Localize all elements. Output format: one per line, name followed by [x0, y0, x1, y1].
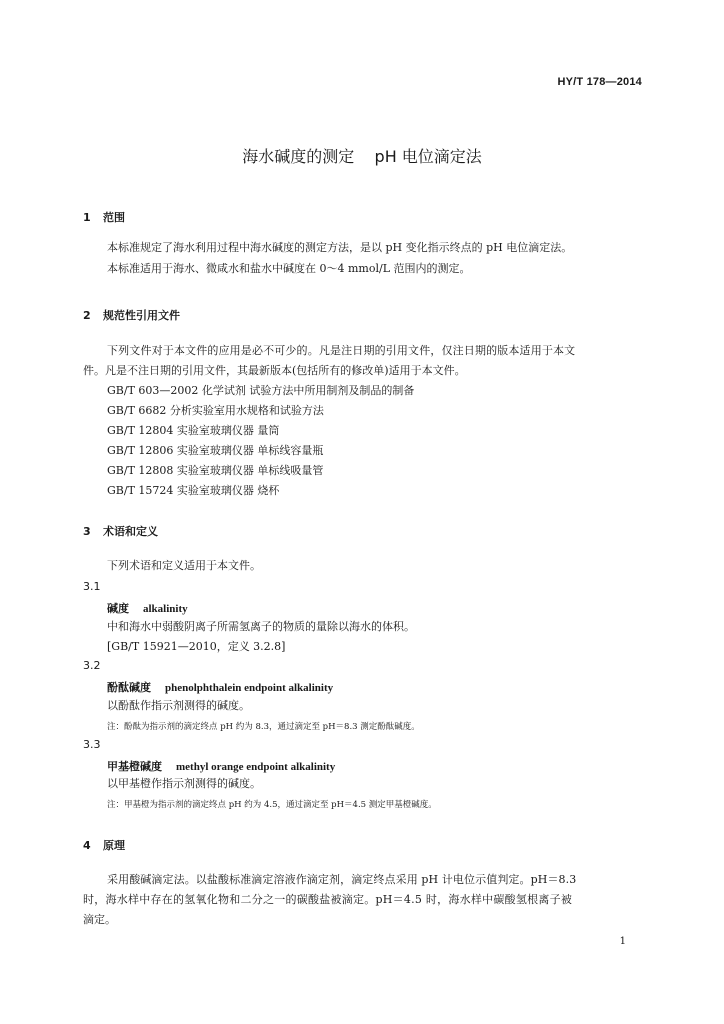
term-source: [GB/T 15921—2010，定义 3.2.8] — [107, 640, 286, 653]
term-number: 3.1 — [83, 580, 101, 593]
reference-item: GB/T 15724 实验室玻璃仪器 烧杯 — [107, 484, 280, 497]
paragraph-line: 滴定。 — [83, 913, 116, 926]
section-number: 2 — [83, 309, 91, 322]
paragraph-line: 本标准规定了海水利用过程中海水碱度的测定方法，是以 pH 变化指示终点的 pH 电位滴定法。 — [107, 241, 573, 254]
term-number: 3.3 — [83, 738, 101, 751]
term-note: 注：甲基橙为指示剂的滴定终点 pH 约为 4.5，通过滴定至 pH＝4.5 测定甲基橙碱度。 — [107, 800, 437, 810]
reference-item: GB/T 6682 分析实验室用水规格和试验方法 — [107, 404, 324, 417]
term-en: phenolphthalein endpoint alkalinity — [165, 682, 334, 694]
term-zh: 碱度 — [107, 602, 129, 615]
section-title: 规范性引用文件 — [103, 309, 180, 322]
term-heading — [107, 679, 333, 695]
term-en: alkalinity — [143, 603, 188, 615]
term-number: 3.2 — [83, 659, 101, 672]
term-definition: 中和海水中弱酸阴离子所需氢离子的物质的量除以海水的体积。 — [107, 620, 415, 633]
reference-item: GB/T 603—2002 化学试剂 试验方法中所用制剂及制品的制备 — [107, 384, 415, 397]
paragraph-line: 时，海水样中存在的氢氧化物和二分之一的碳酸盐被滴定。pH＝4.5 时，海水样中碳酸氢根离子被 — [83, 893, 573, 906]
term-zh: 酚酞碱度 — [107, 681, 151, 694]
paragraph-line: 件。凡是不注日期的引用文件，其最新版本(包括所有的修改单)适用于本文件。 — [83, 364, 466, 377]
section-4-heading — [83, 837, 125, 853]
section-title: 术语和定义 — [103, 525, 158, 538]
section-1-heading — [83, 209, 125, 225]
section-number: 1 — [83, 211, 91, 224]
term-zh: 甲基橙碱度 — [107, 760, 162, 773]
section-title: 原理 — [103, 839, 125, 852]
paragraph-line: 下列文件对于本文件的应用是必不可少的。凡是注日期的引用文件，仅注日期的版本适用于本文 — [107, 344, 576, 357]
standard-code: HY/T 178—2014 — [557, 76, 642, 88]
document-title: 海水碱度的测定 pH 电位滴定法 — [242, 147, 482, 166]
section-2-heading — [83, 307, 180, 323]
paragraph-line: 本标准适用于海水、微咸水和盐水中碱度在 0～4 mmol/L 范围内的测定。 — [107, 262, 471, 275]
reference-item: GB/T 12806 实验室玻璃仪器 单标线容量瓶 — [107, 444, 324, 457]
term-heading — [107, 600, 188, 616]
section-3-heading — [83, 523, 158, 539]
reference-item: GB/T 12808 实验室玻璃仪器 单标线吸量管 — [107, 464, 324, 477]
term-heading — [107, 758, 335, 774]
section-number: 4 — [83, 839, 91, 852]
paragraph-line: 采用酸碱滴定法。以盐酸标准滴定溶液作滴定剂，滴定终点采用 pH 计电位示值判定。pH＝8.3 — [107, 873, 577, 886]
section-title: 范围 — [103, 211, 125, 224]
term-note: 注：酚酞为指示剂的滴定终点 pH 约为 8.3，通过滴定至 pH＝8.3 测定酚酞碱度。 — [107, 722, 420, 732]
term-definition: 以酚酞作指示剂测得的碱度。 — [107, 699, 250, 712]
term-en: methyl orange endpoint alkalinity — [176, 761, 336, 773]
term-definition: 以甲基橙作指示剂测得的碱度。 — [107, 777, 261, 790]
reference-item: GB/T 12804 实验室玻璃仪器 量筒 — [107, 424, 280, 437]
page-number: 1 — [619, 936, 626, 947]
section-number: 3 — [83, 525, 91, 538]
paragraph-line: 下列术语和定义适用于本文件。 — [107, 559, 261, 572]
